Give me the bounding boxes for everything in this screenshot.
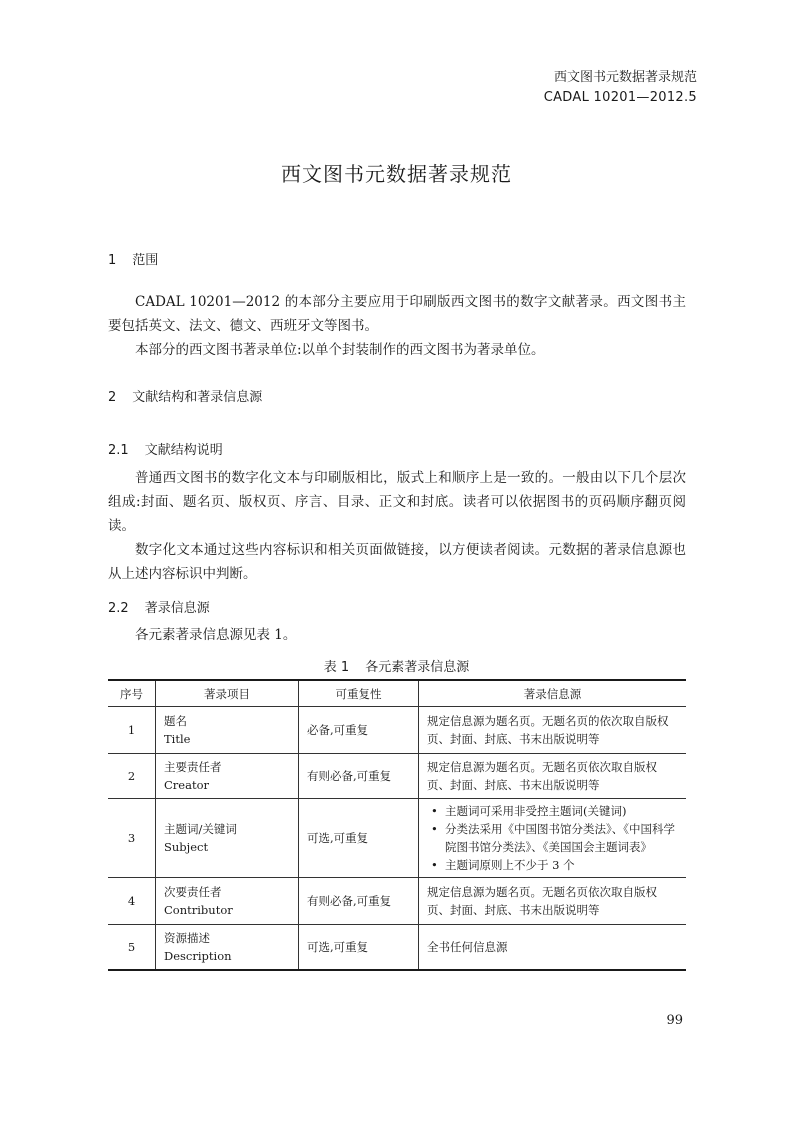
paragraph: CADAL 10201—2012 的本部分主要应用于印刷版西文图书的数字文献著录。西文图书主要包括英文、法文、德文、西班牙文等图书。 <box>108 294 686 334</box>
section-1-heading <box>108 249 158 268</box>
list-item-text: 分类法采用《中国图书馆分类法》、《中国科学院图书馆分类法》、《美国国会主题词表》 <box>445 822 675 854</box>
item-name-cn: 资源描述 <box>164 931 210 945</box>
section-1-number: 1 <box>108 253 117 268</box>
header-cell-item: 著录项目 <box>156 680 299 707</box>
element-source-table <box>108 679 686 971</box>
bullet-icon: • <box>431 822 438 836</box>
source-cell: 规定信息源为题名页。无题名页依次取自版权页、封面、封底、书末出版说明等 <box>419 754 687 799</box>
paragraph: 各元素著录信息源见表 1。 <box>135 627 297 643</box>
item-cell <box>156 878 299 925</box>
table-caption-title: 各元素著录信息源 <box>365 660 470 675</box>
header-cell-repeat: 可重复性 <box>299 680 419 707</box>
table-row <box>108 707 686 754</box>
list-item <box>427 820 678 856</box>
section-2-number: 2 <box>108 390 117 405</box>
repeat-cell: 可选,可重复 <box>299 925 419 971</box>
item-name-en: Title <box>164 732 191 746</box>
repeat-cell: 有则必备,可重复 <box>299 878 419 925</box>
list-item <box>427 802 678 820</box>
repeat-cell: 有则必备,可重复 <box>299 754 419 799</box>
section-2-2-heading <box>108 597 210 616</box>
section-2-2-title: 著录信息源 <box>144 601 210 616</box>
item-cell <box>156 925 299 971</box>
table-row <box>108 754 686 799</box>
section-1-title: 范围 <box>132 253 159 268</box>
item-name-cn: 主要责任者 <box>164 760 222 774</box>
section-2-heading <box>108 386 262 405</box>
page-number: 99 <box>666 1013 683 1028</box>
source-cell: 规定信息源为题名页。无题名页的依次取自版权页、封面、封底、书末出版说明等 <box>419 707 687 754</box>
item-name-en: Description <box>164 949 232 963</box>
list-item-text: 主题词可采用非受控主题词(关键词) <box>445 804 627 818</box>
paragraph: 本部分的西文图书著录单位:以单个封装制作的西文图书为著录单位。 <box>135 342 545 358</box>
repeat-cell: 可选,可重复 <box>299 799 419 878</box>
section-2-1-number: 2.1 <box>108 443 129 458</box>
row-number: 3 <box>108 799 156 878</box>
bullet-icon: • <box>431 804 438 818</box>
running-header-title: 西文图书元数据著录规范 <box>553 70 697 85</box>
paragraph: 数字化文本通过这些内容标识和相关页面做链接，以方便读者阅读。元数据的著录信息源也从上述内容标识中判断。 <box>108 542 686 582</box>
running-header-code: CADAL 10201—2012.5 <box>543 90 697 105</box>
header-cell-no: 序号 <box>108 680 156 707</box>
source-cell: 全书任何信息源 <box>419 925 687 971</box>
item-name-en: Creator <box>164 778 210 792</box>
list-item <box>427 856 678 874</box>
section-1-body <box>108 290 686 362</box>
row-number: 1 <box>108 707 156 754</box>
repeat-cell: 必备,可重复 <box>299 707 419 754</box>
paragraph: 普通西文图书的数字化文本与印刷版相比，版式上和顺序上是一致的。一般由以下几个层次组成:封面、题名页、版权页、序言、目录、正文和封底。读者可以依据图书的页码顺序翻页阅读。 <box>108 470 686 534</box>
table-caption-number: 表 1 <box>323 660 350 675</box>
item-name-cn: 题名 <box>164 714 187 728</box>
row-number: 5 <box>108 925 156 971</box>
table-row <box>108 878 686 925</box>
item-name-cn: 主题词/关键词 <box>164 822 237 836</box>
section-2-2-number: 2.2 <box>108 601 129 616</box>
source-cell <box>419 799 687 878</box>
table-row <box>108 799 686 878</box>
table-caption <box>0 656 793 675</box>
table-row <box>108 925 686 971</box>
source-cell: 规定信息源为题名页。无题名页依次取自版权页、封面、封底、书末出版说明等 <box>419 878 687 925</box>
section-2-title: 文献结构和著录信息源 <box>132 390 263 405</box>
bullet-icon: • <box>431 858 438 872</box>
table-header-row <box>108 680 686 707</box>
section-2-2-body <box>108 623 686 647</box>
item-cell <box>156 707 299 754</box>
item-name-en: Subject <box>164 840 209 854</box>
list-item-text: 主题词原则上不少于 3 个 <box>445 858 575 872</box>
item-cell <box>156 799 299 878</box>
row-number: 4 <box>108 878 156 925</box>
source-bullet-list <box>427 802 678 874</box>
item-name-cn: 次要责任者 <box>164 885 222 899</box>
header-cell-source: 著录信息源 <box>419 680 687 707</box>
section-2-1-title: 文献结构说明 <box>144 443 223 458</box>
section-2-1-heading <box>108 439 223 458</box>
item-name-en: Contributor <box>164 903 233 917</box>
page-title: 西文图书元数据著录规范 <box>281 162 512 186</box>
row-number: 2 <box>108 754 156 799</box>
item-cell <box>156 754 299 799</box>
section-2-1-body <box>108 466 686 586</box>
